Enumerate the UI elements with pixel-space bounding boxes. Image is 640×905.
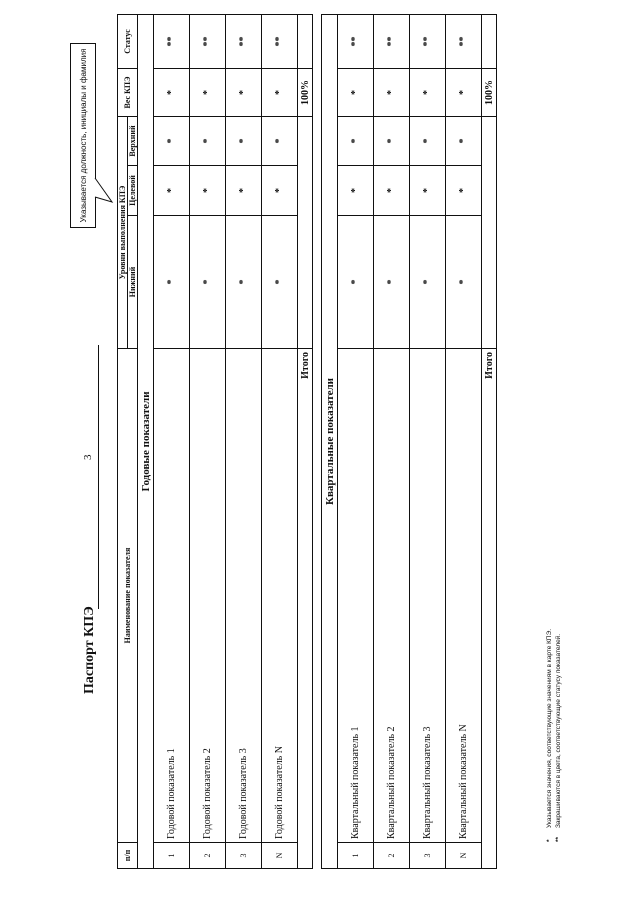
col-header-high: Верхний — [128, 116, 138, 165]
kpi-weight: * — [410, 68, 446, 116]
page-title: Паспорт КПЭ — [82, 606, 97, 694]
row-name: Годовой показатель 3 — [226, 349, 262, 843]
level-target: * — [446, 166, 482, 216]
level-low: * — [374, 216, 410, 349]
level-low: * — [262, 216, 298, 349]
row-name: Квартальный показатель 2 — [374, 349, 410, 843]
page-number: 3 — [82, 454, 94, 460]
row-number: N — [262, 843, 298, 869]
col-header-levels: Уровни выполнения КПЭ — [118, 116, 128, 348]
kpi-weight: * — [374, 68, 410, 116]
row-number: 1 — [338, 843, 374, 869]
total-weight: 100% — [298, 68, 313, 116]
kpi-weight: * — [338, 68, 374, 116]
kpi-status: ** — [226, 14, 262, 68]
footnotes — [545, 629, 563, 842]
footnote-mark: * — [546, 839, 553, 842]
table-row — [154, 14, 190, 868]
total-empty — [482, 116, 497, 348]
table-row — [190, 14, 226, 868]
row-number: N — [446, 843, 482, 869]
table-row — [410, 14, 446, 868]
signature-line — [98, 345, 99, 609]
table-row — [446, 14, 482, 868]
col-header-weight: Вес КПЭ — [118, 68, 138, 116]
level-high: * — [446, 116, 482, 165]
total-weight: 100% — [482, 68, 497, 116]
table-row — [226, 14, 262, 868]
kpi-weight: * — [446, 68, 482, 116]
section-title: Квартальные показатели — [322, 14, 338, 868]
footnote-text: Закрашиваются в цвета, соответствующие статусу показателей. — [555, 633, 562, 828]
kpi-weight: * — [262, 68, 298, 116]
col-header-num: п/п — [118, 843, 138, 869]
level-target: * — [338, 166, 374, 216]
footnote-mark: ** — [555, 836, 562, 842]
row-name: Квартальный показатель 3 — [410, 349, 446, 843]
level-high: * — [410, 116, 446, 165]
level-low: * — [190, 216, 226, 349]
total-label: Итого — [298, 349, 313, 869]
level-target: * — [154, 166, 190, 216]
level-high: * — [338, 116, 374, 165]
level-target: * — [190, 166, 226, 216]
row-name: Квартальный показатель 1 — [338, 349, 374, 843]
row-name: Квартальный показатель N — [446, 349, 482, 843]
kpi-status: ** — [190, 14, 226, 68]
row-name: Годовой показатель 1 — [154, 349, 190, 843]
total-empty — [298, 116, 313, 348]
row-number: 3 — [410, 843, 446, 869]
row-number: 2 — [374, 843, 410, 869]
table-row — [374, 14, 410, 868]
callout-note: Указывается должность, инициалы и фамилия — [70, 43, 96, 228]
level-target: * — [262, 166, 298, 216]
level-target: * — [226, 166, 262, 216]
level-target: * — [410, 166, 446, 216]
kpi-status: ** — [446, 14, 482, 68]
row-number: 1 — [154, 843, 190, 869]
kpi-table — [117, 14, 497, 869]
level-high: * — [154, 116, 190, 165]
level-high: * — [374, 116, 410, 165]
level-high: * — [226, 116, 262, 165]
level-low: * — [154, 216, 190, 349]
level-low: * — [446, 216, 482, 349]
kpi-status: ** — [262, 14, 298, 68]
col-header-target: Целевой — [128, 166, 138, 216]
section-gap — [313, 14, 322, 868]
total-row — [298, 14, 313, 868]
kpi-weight: * — [154, 68, 190, 116]
total-label: Итого — [482, 349, 497, 869]
level-high: * — [190, 116, 226, 165]
level-low: * — [226, 216, 262, 349]
section-title: Годовые показатели — [138, 14, 154, 868]
footnote — [554, 629, 563, 842]
row-name: Годовой показатель 2 — [190, 349, 226, 843]
total-empty — [298, 14, 313, 68]
kpi-status: ** — [410, 14, 446, 68]
row-name: Годовой показатель N — [262, 349, 298, 843]
row-number: 3 — [226, 843, 262, 869]
col-header-name: Наименование показателя — [118, 349, 138, 843]
level-low: * — [410, 216, 446, 349]
kpi-status: ** — [374, 14, 410, 68]
level-high: * — [262, 116, 298, 165]
kpi-weight: * — [226, 68, 262, 116]
total-empty — [482, 14, 497, 68]
table-row — [262, 14, 298, 868]
kpi-status: ** — [154, 14, 190, 68]
total-row — [482, 14, 497, 868]
footnote-text: Указывается значения, соответствующие значениям в карте КПЭ. — [546, 628, 553, 828]
level-target: * — [374, 166, 410, 216]
level-low: * — [338, 216, 374, 349]
kpi-weight: * — [190, 68, 226, 116]
kpi-status: ** — [338, 14, 374, 68]
row-number: 2 — [190, 843, 226, 869]
col-header-low: Нижний — [128, 216, 138, 349]
footnote — [545, 629, 554, 842]
table-row — [338, 14, 374, 868]
col-header-status: Статус — [118, 14, 138, 68]
